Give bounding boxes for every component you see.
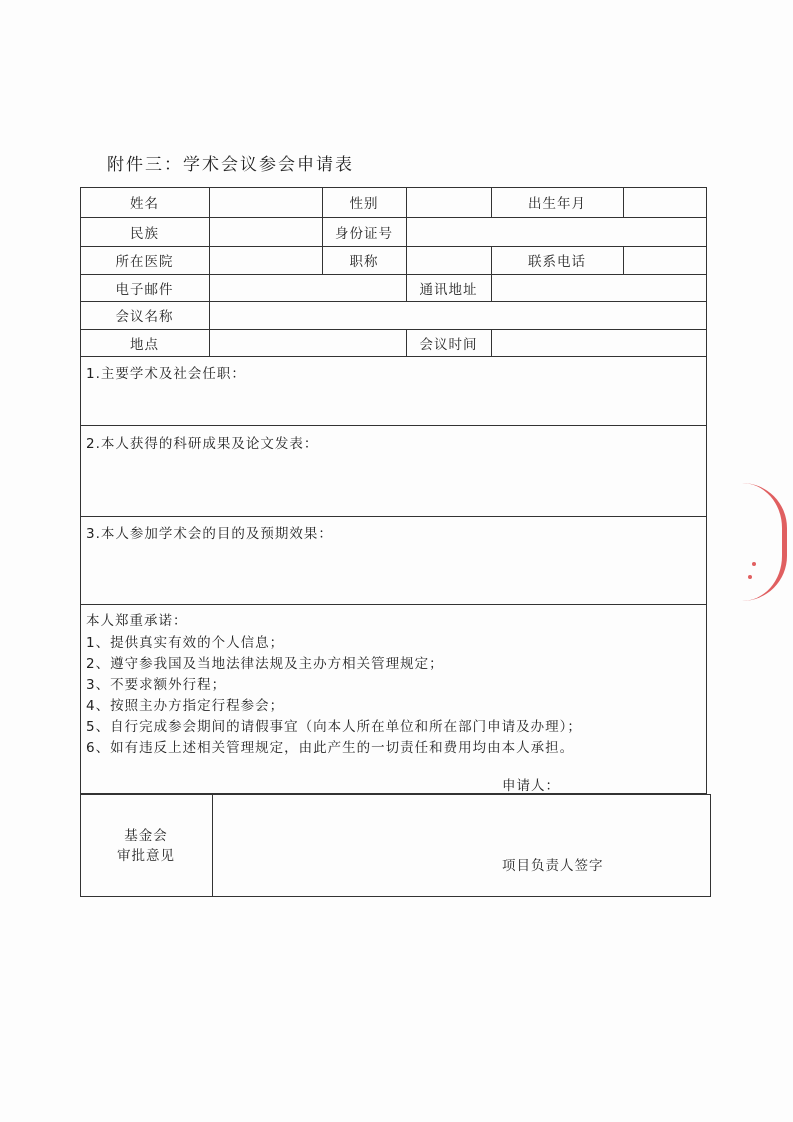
approval-opinion-area[interactable] [212, 794, 711, 897]
label-address: 通讯地址 [419, 281, 478, 298]
section-achievements: 2.本人获得的科研成果及论文发表： [86, 436, 319, 452]
pledge-item: 2、遵守参我国及当地法律法规及主办方相关管理规定； [86, 656, 444, 672]
approval-label-line1: 基金会 [124, 827, 168, 844]
pledge-item: 6、如有违反上述相关管理规定，由此产生的一切责任和费用均由本人承担。 [86, 740, 575, 756]
input-email[interactable] [209, 274, 406, 301]
pledge-item: 5、自行完成参会期间的请假事宜（向本人所在单位和所在部门申请及办理）； [86, 719, 582, 735]
label-location: 地点 [130, 336, 159, 353]
label-name: 姓名 [130, 196, 159, 212]
input-ethnicity[interactable] [209, 217, 322, 246]
label-hospital: 所在医院 [115, 254, 174, 270]
input-job-title[interactable] [406, 246, 491, 274]
pledge-item: 4、按照主办方指定行程参会； [86, 698, 285, 714]
input-id-number[interactable] [406, 217, 707, 246]
label-conference-time: 会议时间 [419, 336, 478, 353]
approval-label-line2: 审批意见 [117, 847, 175, 864]
input-conference-time[interactable] [491, 329, 707, 356]
input-gender[interactable] [406, 187, 491, 217]
input-birth[interactable] [623, 187, 707, 217]
input-address[interactable] [491, 274, 707, 301]
label-birth: 出生年月 [528, 196, 586, 212]
section-purpose: 3.本人参加学术会的目的及预期效果： [86, 526, 333, 542]
label-phone: 联系电话 [528, 254, 586, 270]
input-name[interactable] [209, 187, 322, 217]
pledge-item: 1、提供真实有效的个人信息； [86, 635, 285, 651]
page-title: 附件三：学术会议参会申请表 [107, 155, 354, 175]
section-positions: 1.主要学术及社会任职： [86, 366, 246, 382]
label-ethnicity: 民族 [130, 225, 159, 242]
label-email: 电子邮件 [115, 281, 174, 298]
input-location[interactable] [209, 329, 406, 356]
label-job-title: 职称 [349, 254, 379, 270]
signature-label: 项目负责人签字 [502, 858, 604, 874]
seal-stamp-dot [752, 562, 756, 566]
approval-label [80, 794, 212, 897]
pledge-item: 3、不要求额外行程； [86, 677, 227, 693]
seal-stamp [742, 483, 787, 601]
label-id-number: 身份证号 [335, 225, 393, 242]
input-hospital[interactable] [209, 246, 322, 274]
input-conference-name[interactable] [209, 301, 707, 329]
input-phone[interactable] [623, 246, 707, 274]
seal-stamp-dot [748, 575, 752, 579]
applicant-label: 申请人： [502, 778, 560, 794]
label-conference-name: 会议名称 [115, 309, 174, 325]
label-gender: 性别 [349, 196, 379, 212]
pledge-heading: 本人郑重承诺： [86, 613, 188, 629]
